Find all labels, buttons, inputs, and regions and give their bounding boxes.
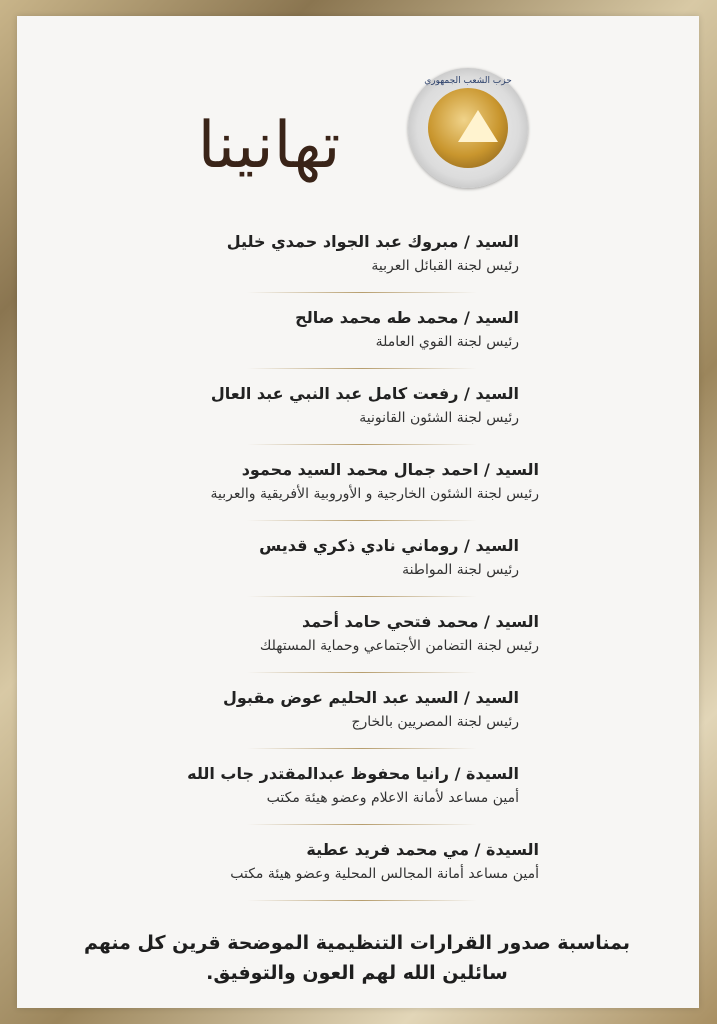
entry-name: السيد / السيد عبد الحليم عوض مقبول (222, 688, 519, 707)
entry-name: السيدة / مي محمد فريد عطية (306, 840, 539, 859)
entry-role: أمين مساعد أمانة المجالس المحلية وعضو هيئة مكتب (230, 866, 539, 882)
logo-text: حزب الشعب الجمهوري (424, 76, 512, 86)
divider (247, 824, 477, 825)
list-item (17, 384, 699, 460)
entry-role: رئيس لجنة المواطنة (402, 562, 519, 578)
divider (247, 596, 477, 597)
divider (247, 520, 477, 521)
logo-emblem (428, 88, 508, 168)
list-item (17, 764, 699, 840)
entry-name: السيد / رفعت كامل عبد النبي عبد العال (210, 384, 519, 403)
list-item (17, 308, 699, 384)
entries-list (17, 232, 699, 916)
divider (247, 900, 477, 901)
header (17, 16, 699, 226)
page-title: تهانينا (197, 109, 341, 183)
list-item (17, 612, 699, 688)
entry-name: السيد / محمد فتحي حامد أحمد (301, 612, 539, 631)
list-item (17, 232, 699, 308)
entry-role: رئيس لجنة الشئون الخارجية و الأوروبية الأفريقية والعربية (210, 486, 539, 502)
party-logo (408, 68, 528, 188)
footer-message (57, 928, 657, 988)
congratulations-card (17, 16, 699, 1008)
divider (247, 672, 477, 673)
entry-role: رئيس لجنة الشئون القانونية (359, 410, 519, 426)
divider (247, 368, 477, 369)
entry-name: السيد / مبروك عبد الجواد حمدي خليل (226, 232, 519, 251)
list-item (17, 460, 699, 536)
divider (247, 444, 477, 445)
divider (247, 748, 477, 749)
list-item (17, 840, 699, 916)
footer-line-2: سائلين الله لهم العون والتوفيق. (206, 962, 508, 984)
entry-role: رئيس لجنة المصريين بالخارج (351, 714, 519, 730)
entry-role: رئيس لجنة القوي العاملة (375, 334, 519, 350)
list-item (17, 688, 699, 764)
entry-role: أمين مساعد لأمانة الاعلام وعضو هيئة مكتب (266, 790, 519, 806)
entry-role: رئيس لجنة القبائل العربية (371, 258, 519, 274)
entry-name: السيد / روماني نادي ذكري قديس (259, 536, 519, 555)
footer-line-1: بمناسبة صدور القرارات التنظيمية الموضحة قرين كل منهم (83, 932, 631, 954)
divider (247, 292, 477, 293)
entry-role: رئيس لجنة التضامن الأجتماعي وحماية المستهلك (259, 638, 539, 654)
entry-name: السيد / احمد جمال محمد السيد محمود (241, 460, 539, 479)
list-item (17, 536, 699, 612)
entry-name: السيد / محمد طه محمد صالح (295, 308, 519, 327)
pyramid-icon (458, 110, 498, 142)
entry-name: السيدة / رانيا محفوظ عبدالمقتدر جاب الله (187, 764, 519, 783)
